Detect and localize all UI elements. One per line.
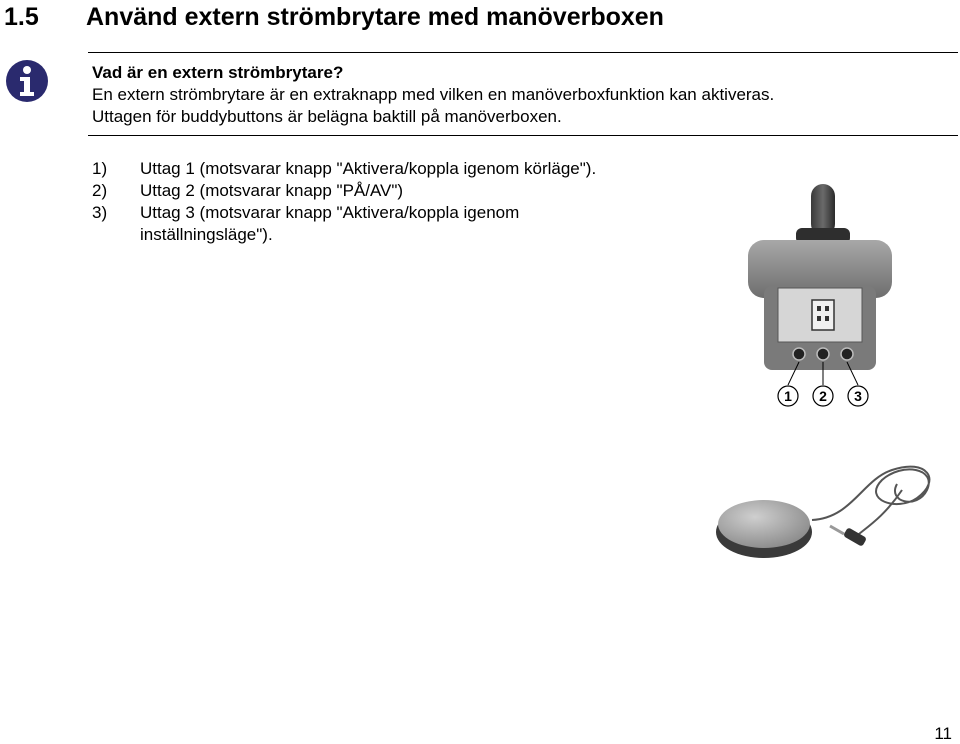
info-text-line2: Uttagen för buddybuttons är belägna baktill på manöverboxen.: [92, 107, 562, 126]
callout-3: [848, 386, 868, 406]
info-icon: [5, 59, 49, 103]
page-number: 11: [934, 724, 952, 743]
divider-top: [88, 52, 958, 53]
list-item-text: Uttag 1 (motsvarar knapp "Aktivera/koppla igenom körläge").: [140, 159, 597, 178]
callout-2: [813, 386, 833, 406]
list-item-text: Uttag 3 (motsvarar knapp "Aktivera/koppla igenom: [140, 203, 520, 222]
control-box-figure: [740, 182, 900, 422]
list-item: [92, 202, 596, 246]
section-number: 1.5: [4, 3, 39, 31]
divider-bottom: [88, 135, 958, 136]
list-item-text-continued: inställningsläge").: [140, 225, 273, 244]
cable: [812, 467, 929, 540]
joystick: [796, 184, 850, 244]
list-item: [92, 180, 596, 202]
section-title: Använd extern strömbrytare med manöverboxen: [86, 3, 664, 31]
svg-text:2: 2: [819, 388, 827, 404]
list-item-text: Uttag 2 (motsvarar knapp "PÅ/AV"): [140, 181, 404, 200]
info-box: [92, 62, 774, 128]
list-item-number: 1): [92, 159, 108, 178]
external-switch-figure: [712, 440, 944, 570]
info-question: Vad är en extern strömbrytare?: [92, 63, 344, 82]
list-item-number: 3): [92, 203, 108, 222]
switch-button: [716, 500, 812, 558]
callout-1: [778, 386, 798, 406]
socket-list: [92, 158, 596, 246]
plug: [830, 526, 867, 547]
svg-text:3: 3: [854, 388, 862, 404]
info-text-line1: En extern strömbrytare är en extraknapp med vilken en manöverboxfunktion kan aktiveras.: [92, 85, 775, 104]
list-item: [92, 158, 596, 180]
svg-text:1: 1: [784, 388, 792, 404]
list-item-number: 2): [92, 181, 108, 200]
